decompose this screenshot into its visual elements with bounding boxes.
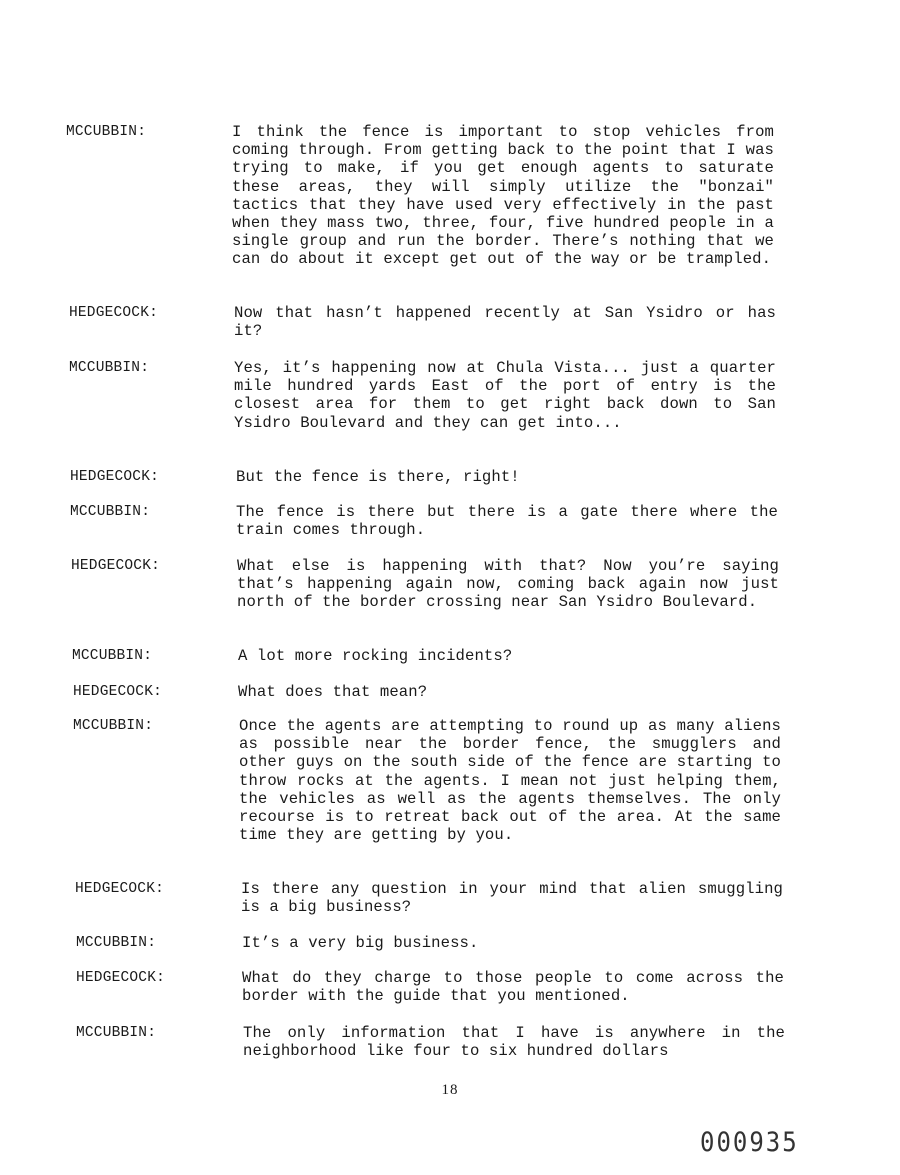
speaker-label: MCCUBBIN:: [72, 648, 153, 664]
speech-text: I think the fence is important to stop vehicles from coming through. From getting back to the point that I was trying to make, if you get enough agents to saturate these areas, they will simply utilize the "bonzai" tactics that they have used very effectively in the past when they mass two, three, four, five hundred people in a single group and run the border. There’s nothing that we can do about it except get out of the way or be trampled.: [232, 123, 774, 269]
speaker-label: MCCUBBIN:: [76, 935, 157, 951]
speech-text: The only information that I have is anywhere in the neighborhood like four to six hundred dollars: [243, 1024, 785, 1061]
speaker-label: MCCUBBIN:: [70, 504, 151, 520]
speaker-label: HEDGECOCK:: [73, 684, 163, 700]
speech-text: But the fence is there, right!: [236, 468, 520, 486]
speech-text: What else is happening with that? Now you’re saying that’s happening again now, coming back again now just north of the border crossing near San Ysidro Boulevard.: [237, 557, 779, 612]
speech-text: What does that mean?: [238, 683, 428, 701]
speech-text: A lot more rocking incidents?: [238, 647, 513, 665]
speech-text: The fence is there but there is a gate there where the train comes through.: [236, 503, 778, 540]
speech-text: Yes, it’s happening now at Chula Vista... just a quarter mile hundred yards East of the port of entry is the closest area for them to get right back down to San Ysidro Boulevard and they can get into...: [234, 359, 776, 432]
speaker-label: HEDGECOCK:: [76, 970, 166, 986]
speaker-label: HEDGECOCK:: [69, 305, 159, 321]
speaker-label: HEDGECOCK:: [71, 558, 161, 574]
speaker-label: HEDGECOCK:: [75, 881, 165, 897]
speaker-label: MCCUBBIN:: [73, 718, 154, 734]
speech-text: Now that hasn’t happened recently at San Ysidro or has it?: [234, 304, 776, 341]
speaker-label: MCCUBBIN:: [66, 124, 147, 140]
speech-text: Is there any question in your mind that alien smuggling is a big business?: [241, 880, 783, 917]
speech-text: It’s a very big business.: [242, 934, 479, 952]
speaker-label: MCCUBBIN:: [69, 360, 150, 376]
speech-text: Once the agents are attempting to round up as many aliens as possible near the border fence, the smugglers and other guys on the south side of the fence are starting to throw rocks at the agents. I mean not just helping them, the vehicles as well as the agents themselves. The only recourse is to retreat back out of the area. At the same time they are getting by you.: [239, 717, 781, 845]
bates-number: 000935: [700, 1126, 799, 1158]
speech-text: What do they charge to those people to come across the border with the guide that you mentioned.: [242, 969, 784, 1006]
speaker-label: MCCUBBIN:: [76, 1025, 157, 1041]
page-number: 18: [441, 1082, 459, 1098]
speaker-label: HEDGECOCK:: [70, 469, 160, 485]
